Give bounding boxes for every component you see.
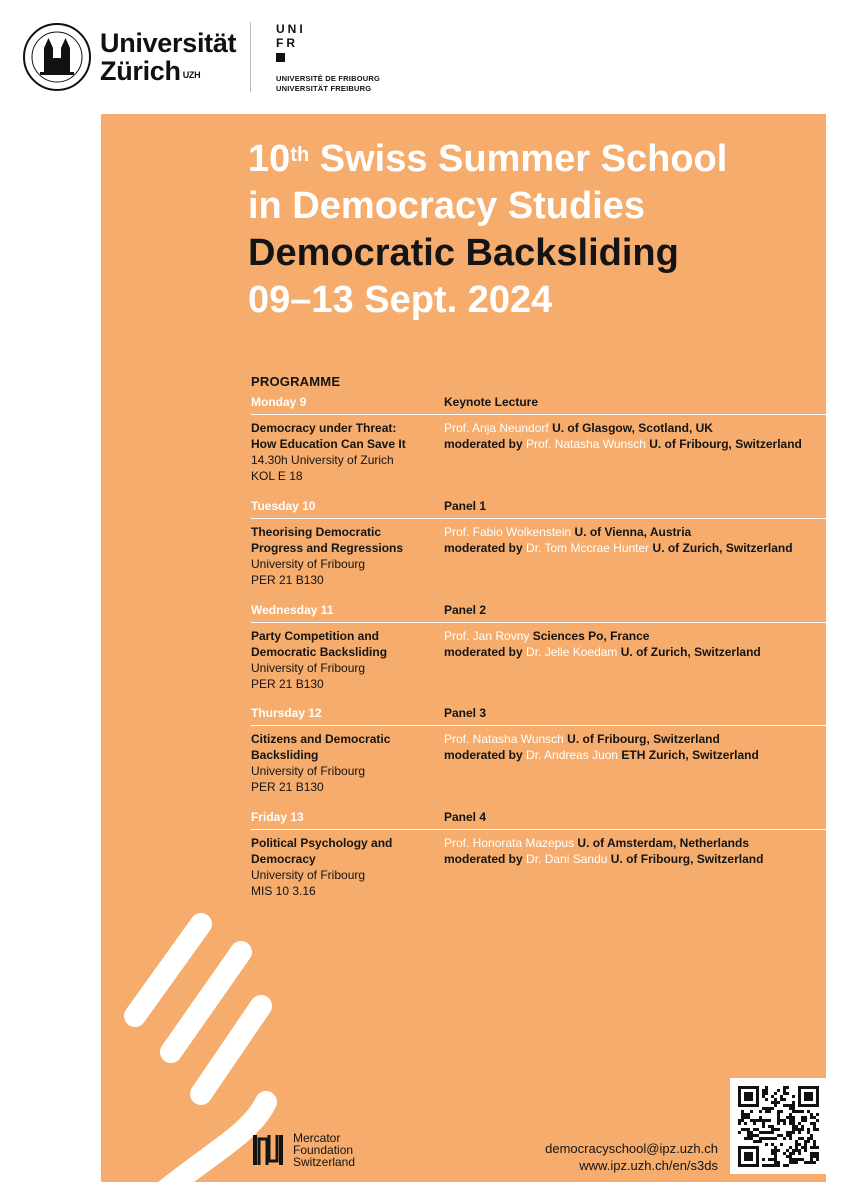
moderator-prefix: moderated by: [444, 645, 527, 659]
room-line: PER 21 B130: [251, 573, 324, 587]
speaker-name: Prof. Jan Rovny: [444, 629, 530, 643]
session-type: Panel 1: [444, 499, 487, 513]
uzh-name-line2: Zürich: [100, 56, 181, 86]
talk-title-line: Progress and Regressions: [251, 541, 404, 555]
session-type: Panel 4: [444, 810, 487, 824]
programme-heading: PROGRAMME: [251, 374, 341, 389]
title-block: [248, 136, 808, 324]
venue-line: University of Fribourg: [251, 661, 366, 675]
programme-day-wednesday: [251, 603, 826, 706]
speaker-name: Prof. Natasha Wunsch: [444, 732, 564, 746]
moderator-prefix: moderated by: [444, 852, 527, 866]
poster: [101, 114, 826, 1182]
moderator-name: Dr. Dani Sandu: [526, 852, 608, 866]
venue-line: University of Fribourg: [251, 868, 366, 882]
moderator-affiliation: U. of Fribourg, Switzerland: [607, 852, 764, 866]
talk-title-line: Party Competition and: [251, 629, 380, 643]
room-line: PER 21 B130: [251, 677, 324, 691]
uzh-logo: [22, 22, 236, 92]
speaker-name: Prof. Fabio Wolkenstein: [444, 525, 572, 539]
session-type: Panel 2: [444, 603, 487, 617]
uzh-sup: UZH: [182, 70, 201, 80]
talk-title-line: Citizens and Democratic: [251, 732, 391, 746]
talk-title-line: Democracy: [251, 852, 316, 866]
day-name: Tuesday 10: [251, 499, 316, 513]
mercator-line: Switzerland: [293, 1155, 356, 1169]
programme-day-thursday: [251, 706, 826, 810]
venue-line: 14.30h University of Zurich: [251, 453, 394, 467]
title-line1: [248, 136, 808, 183]
unifr-mark-line1: UNI: [276, 22, 306, 36]
speaker-name: Prof. Anja Neundorf: [444, 421, 549, 435]
day-name: Thursday 12: [251, 706, 322, 720]
programme-day-tuesday: [251, 499, 826, 603]
room-line: KOL E 18: [251, 469, 303, 483]
contact-url[interactable]: www.ipz.uzh.ch/en/s3ds: [579, 1158, 718, 1173]
room-line: PER 21 B130: [251, 780, 324, 794]
speaker-affiliation: U. of Glasgow, Scotland, UK: [548, 421, 713, 435]
talk-title-line: How Education Can Save It: [251, 437, 406, 451]
title-theme: Democratic Backsliding: [248, 232, 679, 274]
moderator-name: Dr. Tom Mccrae Hunter: [526, 541, 650, 555]
speaker-name: Prof. Honorata Mazepus: [444, 836, 575, 850]
speaker-affiliation: Sciences Po, France: [529, 629, 650, 643]
contact-email[interactable]: democracyschool@ipz.uzh.ch: [545, 1141, 718, 1156]
moderator-affiliation: U. of Zurich, Switzerland: [617, 645, 761, 659]
programme-day-monday: [251, 395, 826, 499]
qr-code-icon[interactable]: [730, 1078, 826, 1174]
talk-title-line: Democracy under Threat:: [251, 421, 397, 435]
speaker-affiliation: U. of Vienna, Austria: [571, 525, 692, 539]
moderator-prefix: moderated by: [444, 541, 527, 555]
moderator-affiliation: ETH Zurich, Switzerland: [618, 748, 759, 762]
room-line: MIS 10 3.16: [251, 884, 316, 898]
contact-info: [545, 1140, 718, 1174]
title-sup: th: [290, 144, 310, 166]
talk-title-line: Democratic Backsliding: [251, 645, 388, 659]
unifr-logo: [276, 22, 380, 94]
mercator-line: Foundation: [293, 1143, 354, 1157]
talk-title-line: Theorising Democratic: [251, 525, 382, 539]
title-line1-rest: Swiss Summer School: [309, 138, 728, 180]
session-type: Panel 3: [444, 706, 487, 720]
title-number: 10: [248, 138, 291, 180]
uzh-seal-icon: [22, 22, 92, 92]
talk-title-line: Backsliding: [251, 748, 319, 762]
unifr-name-de: UNIVERSITÄT FREIBURG: [276, 84, 372, 93]
speaker-affiliation: U. of Amsterdam, Netherlands: [574, 836, 750, 850]
logo-divider: [250, 22, 251, 92]
day-name: Friday 13: [251, 810, 304, 824]
day-name: Monday 9: [251, 395, 307, 409]
uzh-name-line1: Universität: [100, 28, 237, 58]
moderator-name: Dr. Jelle Koedam: [526, 645, 618, 659]
mercator-line: Mercator: [293, 1131, 341, 1145]
title-dates: 09–13 Sept. 2024: [248, 279, 553, 321]
session-type: Keynote Lecture: [444, 395, 539, 409]
moderator-prefix: moderated by: [444, 748, 527, 762]
talk-title-line: Political Psychology and: [251, 836, 393, 850]
venue-line: University of Fribourg: [251, 557, 366, 571]
title-line2: in Democracy Studies: [248, 185, 646, 227]
mercator-mark-icon: [251, 1133, 285, 1167]
mercator-logo: [251, 1132, 355, 1168]
programme: [251, 374, 826, 914]
venue-line: University of Fribourg: [251, 764, 366, 778]
speaker-affiliation: U. of Fribourg, Switzerland: [563, 732, 720, 746]
moderator-name: Prof. Natasha Wunsch: [526, 437, 646, 451]
unifr-name-fr: UNIVERSITÉ DE FRIBOURG: [276, 74, 380, 83]
day-name: Wednesday 11: [251, 603, 334, 617]
moderator-affiliation: U. of Fribourg, Switzerland: [645, 437, 802, 451]
moderator-prefix: moderated by: [444, 437, 527, 451]
moderator-affiliation: U. of Zurich, Switzerland: [649, 541, 793, 555]
unifr-square-icon: [276, 53, 285, 62]
unifr-mark-line2: FR: [276, 36, 298, 50]
moderator-name: Dr. Andreas Juon: [526, 748, 619, 762]
